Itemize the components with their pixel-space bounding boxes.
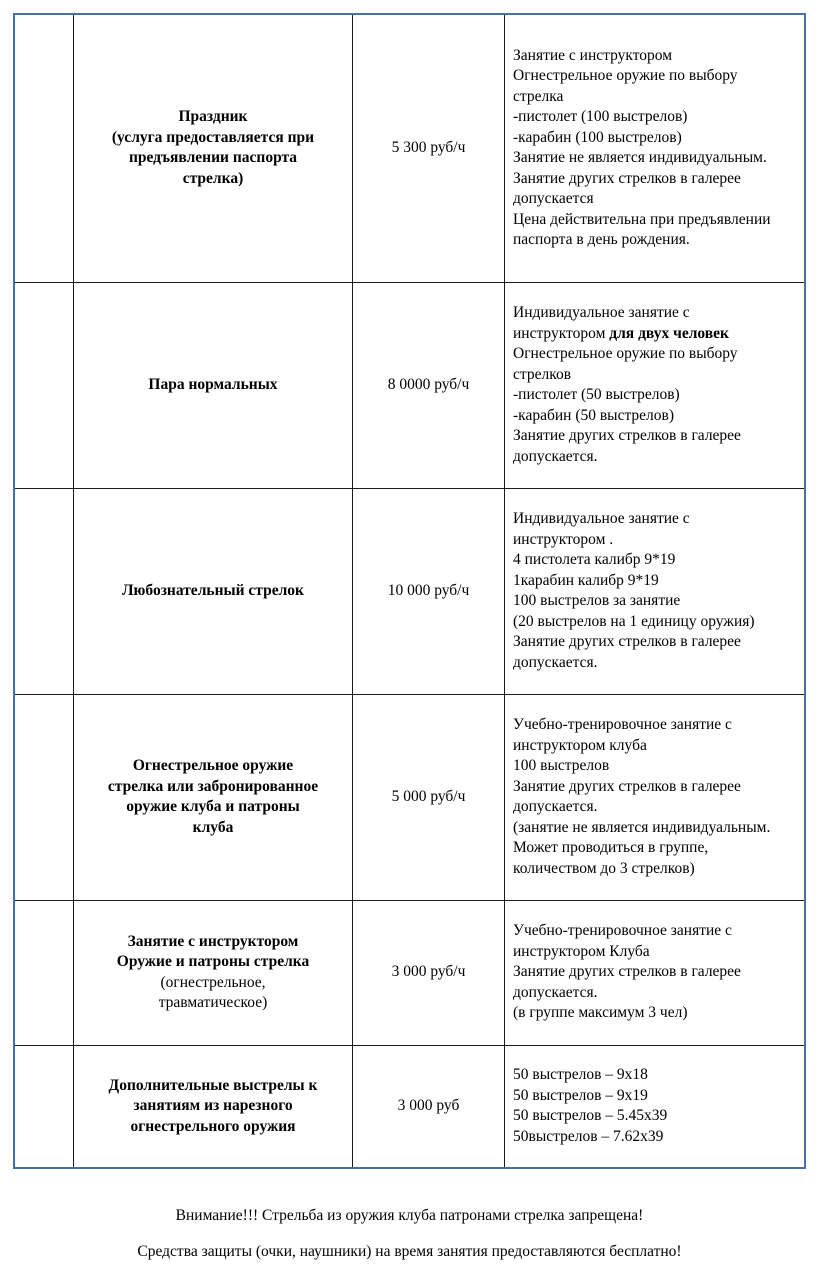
- service-name: Праздник: [178, 108, 248, 126]
- table-row: [14, 14, 805, 282]
- description-line-with-emphasis: [513, 324, 798, 345]
- description-line: допускается.: [513, 653, 598, 671]
- description-line: 4 пистолета калибр 9*19: [513, 551, 676, 568]
- table-row: [14, 488, 805, 694]
- description-line: (занятие не является индивидуальным.: [513, 818, 771, 836]
- service-name-cell: [74, 1045, 353, 1168]
- description-line: 50 выстрелов – 9х19: [513, 1086, 648, 1104]
- price-value: 5 000 руб/ч: [391, 787, 466, 805]
- description-line: количеством до 3 стрелков): [513, 859, 695, 877]
- price-value: 5 300 руб/ч: [391, 139, 466, 156]
- description-line: стрелка: [513, 87, 564, 105]
- description-line: инструктором .: [513, 530, 614, 548]
- service-name: Дополнительные выстрелы к: [108, 1076, 318, 1094]
- description-line: 1карабин калибр 9*19: [513, 571, 659, 589]
- description-cell: [505, 694, 806, 900]
- service-name-cell: [74, 900, 353, 1045]
- description-cell: [505, 900, 806, 1045]
- warning-note: Внимание!!! Стрельба из оружия клуба патронами стрелка запрещена!: [175, 1207, 644, 1224]
- description-line: 100 выстрелов за занятие: [513, 592, 681, 609]
- table-row: [14, 282, 805, 488]
- service-name: стрелка или забронированное: [107, 777, 319, 795]
- price-cell: [353, 1045, 505, 1168]
- price-cell: [353, 900, 505, 1045]
- description-line: Занятие с инструктором: [513, 46, 673, 64]
- service-name-cell: [74, 694, 353, 900]
- description-line: Занятие других стрелков в галерее: [513, 427, 741, 444]
- service-name: клуба: [192, 818, 234, 836]
- description-cell: [505, 488, 806, 694]
- service-name: предъявлении паспорта: [128, 149, 298, 167]
- description-line: -пистолет (50 выстрелов): [513, 386, 680, 403]
- description-cell: [505, 1045, 806, 1168]
- price-cell: [353, 694, 505, 900]
- description-line: 50выстрелов – 7.62х39: [513, 1127, 664, 1145]
- service-name-note: травматическое): [158, 994, 268, 1011]
- description-line: Занятие других стрелков в галерее: [513, 633, 741, 650]
- description-line: Индивидуальное занятие с: [513, 510, 690, 527]
- description-line: Огнестрельное оружие по выбору: [513, 67, 738, 85]
- description-line: допускается.: [513, 447, 598, 465]
- price-cell: [353, 488, 505, 694]
- description-line: Цена действительна при предъявлении: [513, 210, 771, 228]
- description-line: Занятие других стрелков в галерее: [513, 777, 741, 795]
- protection-note: Средства защиты (очки, наушники) на время занятия предоставляются бесплатно!: [137, 1243, 682, 1260]
- service-name: Огнестрельное оружие: [132, 757, 294, 774]
- service-name-cell: [74, 282, 353, 488]
- empty-cell: [14, 694, 74, 900]
- description-line: Учебно-тренировочное занятие с: [513, 922, 732, 940]
- description-line: допускается.: [513, 983, 598, 1001]
- description-text: инструктором: [513, 324, 610, 342]
- description-line: Занятие не является индивидуальным.: [513, 149, 767, 167]
- service-name-cell: [74, 14, 353, 282]
- description-cell: [505, 282, 806, 488]
- description-line: Может проводиться в группе,: [513, 839, 709, 856]
- description-line: Огнестрельное оружие по выбору: [513, 345, 738, 362]
- service-name: занятиям из нарезного: [133, 1097, 293, 1114]
- description-line: паспорта в день рождения.: [513, 231, 690, 249]
- empty-cell: [14, 14, 74, 282]
- price-cell: [353, 14, 505, 282]
- description-line: Занятие других стрелков в галерее: [513, 169, 741, 187]
- description-line: Индивидуальное занятие с: [513, 304, 690, 321]
- table-row: [14, 694, 805, 900]
- description-line: инструктором клуба: [513, 736, 647, 754]
- description-line: -пистолет (100 выстрелов): [513, 108, 688, 126]
- description-line: (20 выстрелов на 1 единицу оружия): [513, 612, 755, 630]
- description-line: инструктором Клуба: [513, 942, 650, 960]
- service-name-cell: [74, 488, 353, 694]
- price-value: 10 000 руб/ч: [387, 581, 470, 599]
- description-line: 100 выстрелов: [513, 757, 610, 774]
- description-line: -карабин (100 выстрелов): [513, 128, 682, 146]
- service-name: (услуга предоставляется при: [111, 128, 315, 146]
- description-line: Занятие других стрелков в галерее: [513, 963, 741, 981]
- description-line: 50 выстрелов – 9х18: [513, 1066, 648, 1084]
- service-name-note: (огнестрельное,: [160, 973, 266, 991]
- service-name: Любознательный стрелок: [122, 581, 304, 599]
- empty-cell: [14, 1045, 74, 1168]
- description-line: (в группе максимум 3 чел): [513, 1004, 688, 1022]
- service-name: Оружие и патроны стрелка: [116, 953, 310, 970]
- table-row: [14, 900, 805, 1045]
- description-line: стрелков: [513, 365, 572, 383]
- description-line: допускается: [513, 190, 594, 208]
- price-value: 3 000 руб/ч: [391, 963, 466, 981]
- empty-cell: [14, 282, 74, 488]
- price-cell: [353, 282, 505, 488]
- empty-cell: [14, 488, 74, 694]
- empty-cell: [14, 900, 74, 1045]
- price-value: 8 0000 руб/ч: [387, 375, 470, 393]
- table-row: [14, 1045, 805, 1168]
- price-table: [13, 13, 806, 1169]
- description-cell: [505, 14, 806, 282]
- description-line: допускается.: [513, 798, 598, 815]
- service-name: оружие клуба и патроны: [126, 798, 300, 815]
- service-name: стрелка): [182, 169, 244, 187]
- service-name: Занятие с инструктором: [127, 932, 299, 950]
- service-name: Пара нормальных: [148, 375, 278, 393]
- description-line: Учебно-тренировочное занятие с: [513, 716, 732, 733]
- emphasis-text: для двух человек: [609, 324, 729, 342]
- description-line: -карабин (50 выстрелов): [513, 406, 675, 424]
- description-line: 50 выстрелов – 5.45х39: [513, 1107, 668, 1125]
- service-name: огнестрельного оружия: [130, 1117, 296, 1135]
- price-value: 3 000 руб: [397, 1097, 460, 1114]
